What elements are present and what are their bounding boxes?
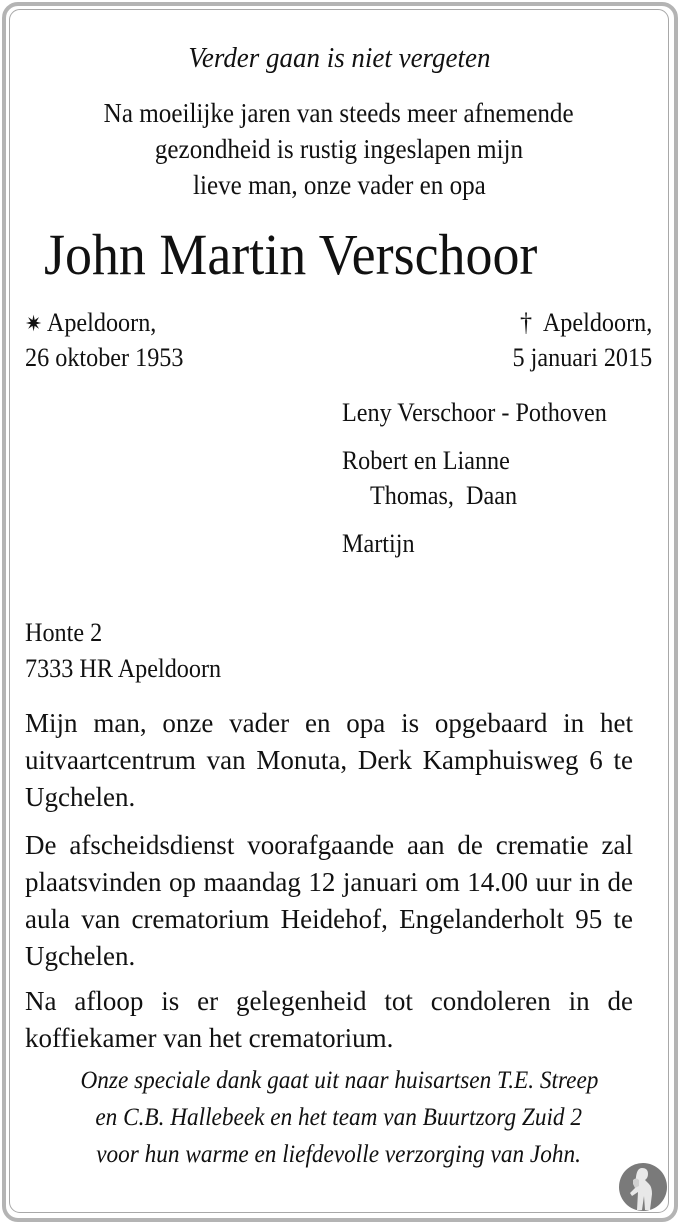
family-member-text: Leny Verschoor - Pothoven [342, 398, 607, 427]
family-member [342, 448, 523, 474]
intro-line-2 [0, 136, 678, 163]
paragraph-text: De afscheidsdienst voorafgaande aan de crematie zal plaatsvinden op maandag 12 januari om 14.00 uur in de aula van crematorium Heidehof, Engelanderholt 95 te Ugchelen. [25, 830, 633, 971]
death-date [502, 345, 652, 371]
address-street [25, 620, 108, 646]
birth-place [25, 310, 166, 336]
paragraph-text: Mijn man, onze vader en opa is opgebaard in het uitvaartcentrum van Monuta, Derk Kamphuisweg 6 te Ugchelen. [25, 708, 633, 812]
thanks-text: Onze speciale dank gaat uit naar huisartsen T.E. Streep [80, 1067, 598, 1094]
family-member [342, 531, 420, 557]
paragraph-viewing [25, 705, 633, 816]
death-place-text: Apeldoorn, [542, 308, 652, 337]
family-member-text: Martijn [342, 529, 415, 558]
birth-place-text: Apeldoorn, [46, 308, 157, 337]
star-icon: ✷ [25, 312, 43, 337]
death-date-text: 5 januari 2015 [512, 343, 652, 372]
birth-date-text: 26 oktober 1953 [25, 343, 184, 372]
thanks-text: voor hun warme en liefdevolle verzorging van John. [96, 1141, 582, 1168]
thanks-line-2 [0, 1105, 678, 1130]
paragraph-condolences [25, 983, 633, 1057]
deceased-name [44, 222, 575, 287]
motto [0, 44, 678, 73]
death-place [510, 310, 652, 336]
embracing-figures-logo-icon [618, 1162, 668, 1212]
intro-text: gezondheid is rustig ingeslapen mijn [154, 134, 524, 164]
family-member-text: Thomas, Daan [370, 481, 518, 510]
address-city-text: 7333 HR Apeldoorn [25, 654, 222, 683]
birth-date [25, 345, 195, 371]
paragraph-text: Na afloop is er gelegenheid tot condoleren in de koffiekamer van het crematorium. [25, 986, 633, 1053]
address-street-text: Honte 2 [25, 618, 103, 647]
motto-text: Verder gaan is niet vergeten [187, 42, 491, 74]
paragraph-service [25, 827, 633, 975]
family-member [342, 400, 627, 426]
deceased-name-text: John Martin Verschoor [44, 222, 538, 287]
intro-line-3 [0, 172, 678, 199]
family-grandchildren [370, 483, 528, 509]
family-member-text: Robert en Lianne [342, 446, 510, 475]
intro-line-1 [0, 100, 678, 127]
intro-text: Na moeilijke jaren van steeds meer afnemende [104, 98, 574, 128]
cross-icon: † [519, 308, 532, 337]
address-city [25, 656, 236, 682]
thanks-line-1 [0, 1068, 678, 1093]
thanks-line-3 [0, 1142, 678, 1167]
intro-text: lieve man, onze vader en opa [192, 170, 486, 200]
thanks-text: en C.B. Hallebeek en het team van Buurtzorg Zuid 2 [95, 1104, 583, 1131]
